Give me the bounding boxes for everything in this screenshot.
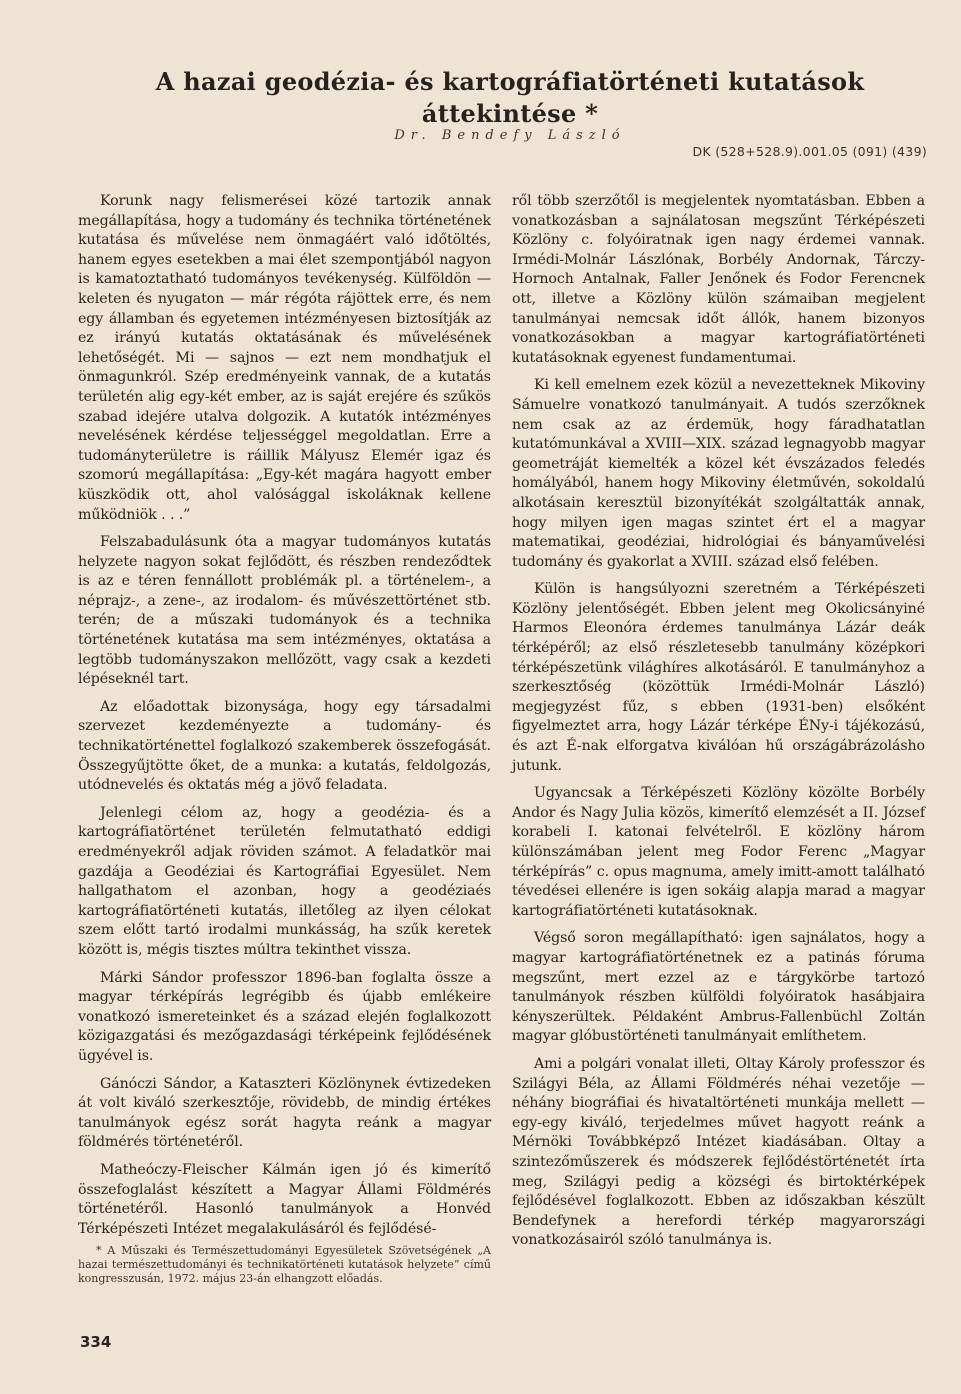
footnote-text: * A Műszaki és Természettudományi Egyesületek Szövetségének „A hazai természettudományi és technikatörténeti kutatások helyzete” című kongresszusán, 1972. május 23-án elhangzott előadás. [78, 1244, 491, 1285]
paragraph: Ugyancsak a Térképészeti Közlöny közölte Borbély Andor és Nagy Julia közös, kimerítő elemzését a II. József korabeli I. katonai felvételről. E közlöny három különszámában jelent meg Fodor Ferenc „Magyar térképírás” c. opus magnuma, amely imitt-amott található tévedései ellenére is igen sokáig alapja marad a magyar kartográfiatörténeti kutatásoknak. [512, 785, 925, 919]
title-line-1: A hazai geodézia- és kartográfiatörténeti kutatások [155, 67, 865, 96]
udc-classification: DK (528+528.9).001.05 (091) (439) [692, 144, 927, 159]
page-number: 334 [80, 1333, 112, 1351]
right-column [512, 192, 925, 1259]
left-column [78, 192, 491, 1247]
author-name: Dr. Bendefy László [394, 128, 626, 143]
paragraph: Az előadottak bizonysága, hogy egy társadalmi szervezet kezdeményezte a tudomány- és technikatörténettel foglalkozó szakemberek összefogását. Összegyűjtötte őket, de a munka: a kutatás, feldolgozás, utódnevelés és oktatás még a jövő feladata. [78, 698, 491, 794]
title-line-2: áttekintése * [421, 99, 599, 128]
article-title [100, 66, 920, 130]
paragraph: Külön is hangsúlyozni szeretném a Térképészeti Közlöny jelentőségét. Ebben jelent meg Okolicsányiné Harmos Eleonóra érdemes tanulmánya Lázár deák térképéről; az első részletesebb tanulmány középkori térképészetünk világhíres alkotásáról. E tanulmányhoz a szerkesztőség (közöttük Irmédi-Molnár László) megjegyzést fűz, s ebben (1931-ben) elsőként figyelmeztet arra, hogy Lázár térképe ÉNy-i tájékozású, és azt É-nak elforgatva kiválóan hű országábrázolásho jutunk. [512, 581, 925, 774]
paragraph: Ki kell emelnem ezek közül a nevezetteknek Mikoviny Sámuelre vonatkozó tanulmányait. A tudós szerzőknek nem csak az az érdemük, hogy fáradhatatlan kutatómunkával a XVIII—XIX. század legnagyobb magyar geometráját kiemelték a közel két évszázados feledés homályából, hanem hogy Mikoviny életművén, sokoldalú alkotásain keresztül bizonyítékát szolgáltatták annak, hogy milyen igen magas szintet ért el a magyar matematikai, geodéziai, hidrológiai és bányaművelési tudomány és gyakorlat a XVIII. század első felében. [512, 377, 925, 570]
paragraph: Korunk nagy felismerései közé tartozik annak megállapítása, hogy a tudomány és technika történetének kutatása és művelése nem önmagáért való időtöltés, hanem egyes esetekben a mai élet szempontjából nagyon is kamatoztatható tudományos tevékenység. Külföldön — keleten és nyugaton — már régóta rájöttek erre, és nem egy államban és egyetemen intézményesen biztosítják az ez irányú kutatás oktatásának és művelésének lehetőségét. Mi — sajnos — ezt nem mondhatjuk el önmagunkról. Szép eredményeink vannak, de a kutatás területén alig egy-két ember, az is saját erejére és szűkös szabad idejére utalva dolgozik. A kutatók intézményes nevelésének kérdése teljességgel megoldatlan. Erre a tudományterületre is ráillik Mályusz Elemér igaz és szomorú megállapítása: „Egy-két magára hagyott ember küszködik ott, ahol valósággal iskoláknak kellene működniök . . .” [78, 193, 491, 523]
footnote [78, 1244, 491, 1286]
paragraph: Felszabadulásunk óta a magyar tudományos kutatás helyzete nagyon sokat fejlődött, és részben rendeződtek is az e téren fennállott problémák pl. a történelem-, a néprajz-, a zene-, az irodalom- és művészettörténet stb. terén; de a műszaki tudományok és a technika történetének kutatása ma sem intézményes, oktatása a legtöbb tudományszakon mellőzött, vagy csak a kezdeti lépéseknél tart. [78, 534, 491, 688]
paragraph: Matheóczy-Fleischer Kálmán igen jó és kimerítő összefoglalást készített a Magyar Állami Földmérés történetéről. Hasonló tanulmányok a Honvéd Térképészeti Intézet megalakulásáról és fejlődésé- [78, 1161, 491, 1237]
paragraph: Ami a polgári vonalat illeti, Oltay Károly professzor és Szilágyi Béla, az Állami Földmérés néhai vezetője — néhány biográfiai és hivataltörténeti munkája mellett — egy-egy kiváló, terjedelmes művet hagyott reánk a Mérnöki Továbbképző Intézet kiadásában. Oltay a szintezőműszerek és módszerek fejlődéstörténetét írta meg, Szilágyi pedig a községi és birtoktérképek fejlődésével foglalkozott. Ebben az időszakban készült Bendefynek a herefordi térkép magyarországi vonatkozásairól szóló tanulmánya is. [512, 1055, 925, 1249]
paragraph: Végső soron megállapítható: igen sajnálatos, hogy a magyar kartográfiatörténetnek ez a patinás fóruma megszűnt, mert ezzel az e tárgykörbe tartozó tanulmányok részben külföldi folyóiratok hasábjaira kényszerültek. Példaként Ambrus-Fallenbüchl Zoltán magyar glóbustörténeti tanulmányait említhetem. [512, 930, 925, 1045]
paragraph: Gánóczi Sándor, a Kataszteri Közlönynek évtizedeken át volt kiváló szerkesztője, rövidebb, de mindig értékes tanulmányok egész sorát hagyta reánk a magyar földmérés történetéről. [78, 1075, 491, 1151]
paragraph: Márki Sándor professzor 1896-ban foglalta össze a magyar térképírás legrégibb és újabb emlékeire vonatkozó ismereteinket és a század elején foglalkozott közigazgatási és mezőgazdasági térképeink fejlődésének ügyével is. [78, 969, 491, 1064]
paragraph: Jelenlegi célom az, hogy a geodézia- és a kartográfiatörténet területén felmutatható eddigi eredményekről adjak röviden számot. A feladatkör mai gazdája a Geodéziai és Kartográfiai Egyesület. Nem hallgathatom el azonban, hogy a geodéziaés kartográfiatörténeti kutatás, illetőleg az ilyen célokat szem előtt tartó irodalmi munkásság, ha szűk keretek között is, mégis tisztes múltra tekinthet vissza. [78, 804, 491, 958]
paragraph: ről több szerzőtől is megjelentek nyomtatásban. Ebben a vonatkozásban a sajnálatosan megszűnt Térképészeti Közlöny c. folyóiratnak igen nagy érdemei vannak. Irmédi-Molnár Lászlónak, Borbély Andornak, Tárczy-Hornoch Antalnak, Faller Jenőnek és Fodor Ferencnek ott, illetve a Közlöny külön számaiban megjelent tanulmányai nemcsak időt állók, hanem bizonyos vonatkozásokban a magyar kartográfiatörténeti kutatásoknak egyenest fundamentumai. [512, 193, 925, 366]
